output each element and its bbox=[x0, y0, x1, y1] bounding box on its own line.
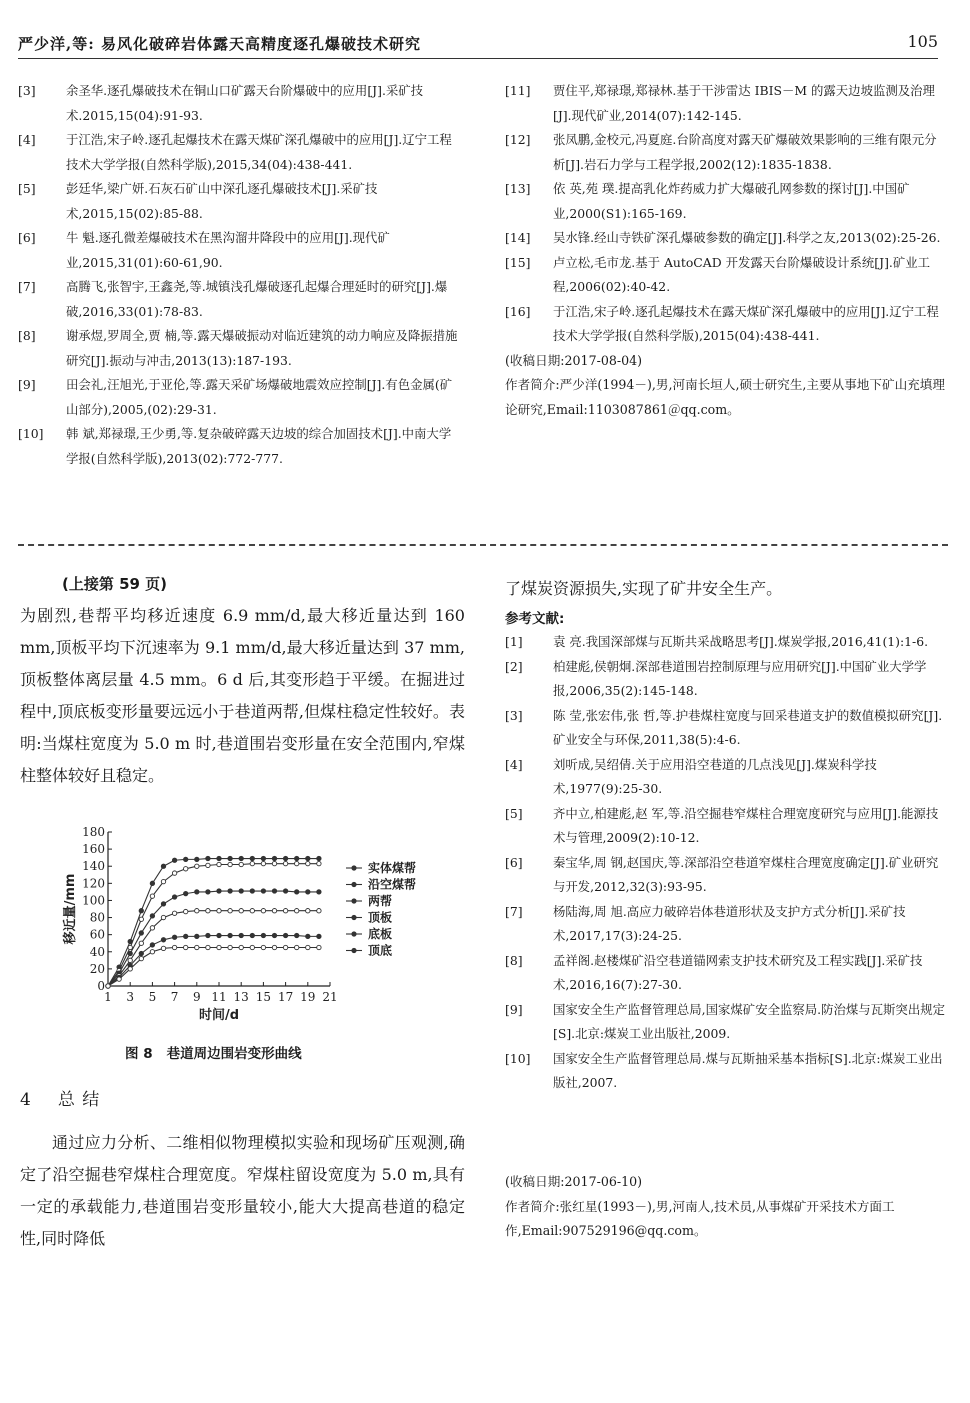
figure-title: 巷道周边围岩变形曲线 bbox=[166, 1046, 302, 1062]
reference-item: [5] 彭廷华,梁广妍.石灰石矿山中深孔逐孔爆破技术[J].采矿技术,2015,15(02):85-88. bbox=[18, 181, 378, 221]
legend-label: 实体煤帮 bbox=[368, 861, 417, 875]
data-point bbox=[139, 931, 143, 935]
data-point bbox=[228, 933, 232, 937]
data-point bbox=[228, 945, 232, 949]
data-point bbox=[228, 862, 232, 866]
data-point bbox=[317, 945, 321, 949]
data-point bbox=[283, 933, 287, 937]
data-point bbox=[217, 862, 221, 866]
data-point bbox=[128, 958, 132, 962]
data-point bbox=[306, 856, 310, 860]
reference-item: [9] 国家安全生产监督管理总局,国家煤矿安全监察局.防治煤与瓦斯突出规定[S].北京:煤炭工业出版社,2009. bbox=[505, 1001, 945, 1041]
data-point bbox=[161, 902, 165, 906]
y-tick-label: 180 bbox=[82, 825, 105, 839]
figure-8-chart bbox=[60, 822, 460, 1062]
data-point bbox=[184, 934, 188, 938]
data-point bbox=[139, 941, 143, 945]
data-point bbox=[283, 889, 287, 893]
data-point bbox=[306, 945, 310, 949]
reference-list-bottom-right bbox=[505, 630, 945, 1096]
data-point bbox=[250, 909, 254, 913]
body-paragraph: 通过应力分析、二维相似物理模拟实验和现场矿压观测,确定了沿空掘巷窄煤柱合理宽度。窄煤柱留设宽度为 5.0 m,具有一定的承载能力,巷道围岩变形量较小,能大大提高巷道的稳定性,同时降低 bbox=[20, 1133, 465, 1248]
data-point bbox=[250, 945, 254, 949]
data-point bbox=[283, 909, 287, 913]
x-tick-label: 19 bbox=[300, 990, 316, 1004]
data-point bbox=[283, 856, 287, 860]
x-tick-label: 1 bbox=[104, 990, 112, 1004]
data-point bbox=[228, 909, 232, 913]
running-header bbox=[18, 30, 938, 59]
data-point bbox=[195, 945, 199, 949]
data-point bbox=[206, 909, 210, 913]
data-point bbox=[283, 945, 287, 949]
data-point bbox=[206, 945, 210, 949]
data-point bbox=[195, 864, 199, 868]
data-point bbox=[239, 889, 243, 893]
data-point bbox=[195, 909, 199, 913]
data-point bbox=[172, 871, 176, 875]
data-point bbox=[250, 889, 254, 893]
data-point bbox=[250, 861, 254, 865]
data-point bbox=[172, 911, 176, 915]
section-number: 4 bbox=[20, 1090, 32, 1110]
data-point bbox=[217, 945, 221, 949]
reference-item: [16] 于江浩,宋子岭.逐孔起爆技术在露天煤矿深孔爆破中的应用[J].辽宁工程技术大学学报(自然科学版),2015(04):438-441. bbox=[505, 303, 939, 343]
data-point bbox=[172, 935, 176, 939]
y-tick-label: 60 bbox=[89, 927, 105, 942]
y-tick-label: 140 bbox=[82, 859, 105, 874]
data-point bbox=[272, 933, 276, 937]
x-tick-label: 17 bbox=[277, 990, 294, 1004]
data-point bbox=[261, 861, 265, 865]
page-number: 105 bbox=[907, 32, 938, 51]
data-point bbox=[295, 890, 299, 894]
running-title: 严少洋,等: 易风化破碎岩体露天高精度逐孔爆破技术研究 bbox=[18, 35, 421, 53]
data-point bbox=[184, 867, 188, 871]
data-point bbox=[128, 945, 132, 949]
received-date: (收稿日期:2017-06-10) bbox=[505, 1174, 643, 1189]
data-point bbox=[228, 856, 232, 860]
data-point bbox=[184, 945, 188, 949]
legend-label: 底板 bbox=[368, 927, 393, 941]
section-heading bbox=[20, 1085, 126, 1110]
data-point bbox=[128, 951, 132, 955]
data-point bbox=[217, 909, 221, 913]
reference-item: [6] 秦宝华,周 钢,赵国庆,等.深部沿空巷道窄煤柱合理宽度确定[J].矿业研究与开发,2012,32(3):93-95. bbox=[505, 854, 939, 894]
data-point bbox=[217, 856, 221, 860]
reference-item: [10] 国家安全生产监督管理总局.煤与瓦斯抽采基本指标[S].北京:煤炭工业出版社,2007. bbox=[505, 1050, 943, 1090]
reference-item: [5] 齐中立,柏建彪,赵 军,等.沿空掘巷窄煤柱合理宽度研究与应用[J].能源技术与管理,2009(2):10-12. bbox=[505, 805, 939, 845]
data-point bbox=[150, 950, 154, 954]
data-point bbox=[272, 861, 276, 865]
figure-caption bbox=[125, 1042, 302, 1062]
legend-label: 顶板 bbox=[368, 910, 393, 925]
deformation-line-chart bbox=[60, 822, 460, 1042]
data-point bbox=[184, 857, 188, 861]
data-point bbox=[161, 946, 165, 950]
data-point bbox=[317, 890, 321, 894]
data-point bbox=[206, 933, 210, 937]
x-tick-label: 5 bbox=[148, 990, 157, 1004]
data-point bbox=[261, 856, 265, 860]
reference-item: [13] 依 英,苑 璞.提高乳化炸药威力扩大爆破孔网参数的探讨[J].中国矿业,2000(S1):165-169. bbox=[505, 181, 910, 221]
data-point bbox=[195, 890, 199, 894]
y-tick-label: 160 bbox=[82, 842, 105, 857]
x-axis-label: 时间/d bbox=[198, 1008, 240, 1023]
y-tick-label: 80 bbox=[89, 910, 105, 925]
x-tick-label: 3 bbox=[126, 990, 135, 1004]
data-point bbox=[172, 858, 176, 862]
data-point bbox=[295, 856, 299, 860]
reference-item: [4] 刘听成,吴绍倩.关于应用沿空巷道的几点浅见[J].煤炭科学技术,1977(9):25-30. bbox=[505, 756, 877, 796]
legend-label: 顶底 bbox=[368, 943, 393, 958]
data-point bbox=[295, 909, 299, 913]
data-point bbox=[139, 956, 143, 960]
data-point bbox=[106, 984, 110, 988]
x-tick-label: 15 bbox=[255, 990, 272, 1004]
data-point bbox=[272, 945, 276, 949]
data-point bbox=[161, 938, 165, 942]
data-point bbox=[184, 891, 188, 895]
legend-label: 两帮 bbox=[368, 894, 393, 908]
author-bio: 作者简介:严少洋(1994－),男,河南长垣人,硕士研究生,主要从事地下矿山充填理论研究,Email:1103087861＠qq.com。 bbox=[505, 377, 945, 417]
legend-marker bbox=[351, 882, 356, 887]
reference-list-top-left bbox=[18, 79, 463, 471]
section-divider bbox=[18, 544, 948, 546]
data-point bbox=[217, 933, 221, 937]
data-point bbox=[206, 856, 210, 860]
reference-item: [3] 余圣华.逐孔爆破技术在铜山口矿露天台阶爆破中的应用[J].采矿技术.2015,15(04):91-93. bbox=[18, 83, 424, 123]
data-point bbox=[295, 945, 299, 949]
data-point bbox=[161, 864, 165, 868]
data-point bbox=[272, 856, 276, 860]
data-point bbox=[206, 890, 210, 894]
reference-item: [15] 卢立松,毛市龙.基于 AutoCAD 开发露天台阶爆破设计系统[J].矿业工程,2006(02):40-42. bbox=[505, 254, 931, 294]
reference-item: [9] 田会礼,汪旭光,于亚伦,等.露天采矿场爆破地震效应控制[J].有色金属(矿山部分),2005,(02):29-31. bbox=[18, 377, 453, 417]
references-heading: 参考文献: bbox=[505, 611, 565, 627]
legend-label: 沿空煤帮 bbox=[368, 877, 417, 892]
legend-marker bbox=[351, 898, 356, 903]
data-point bbox=[239, 856, 243, 860]
x-tick-label: 7 bbox=[170, 990, 179, 1004]
data-point bbox=[317, 861, 321, 865]
reference-item: [2] 柏建彪,侯朝炯.深部巷道围岩控制原理与应用研究[J].中国矿业大学学报,2006,35(2):145-148. bbox=[505, 658, 927, 698]
data-point bbox=[150, 943, 154, 947]
data-point bbox=[239, 945, 243, 949]
data-point bbox=[117, 977, 121, 981]
data-point bbox=[139, 909, 143, 913]
data-point bbox=[195, 934, 199, 938]
y-tick-label: 120 bbox=[82, 876, 105, 891]
article-meta bbox=[505, 1170, 950, 1244]
x-tick-label: 13 bbox=[233, 990, 249, 1004]
data-point bbox=[172, 945, 176, 949]
data-point bbox=[272, 889, 276, 893]
legend-marker bbox=[351, 948, 356, 953]
data-point bbox=[228, 889, 232, 893]
data-point bbox=[139, 917, 143, 921]
data-point bbox=[150, 881, 154, 885]
data-point bbox=[150, 926, 154, 930]
data-point bbox=[261, 933, 265, 937]
data-point bbox=[306, 890, 310, 894]
body-paragraph: 为剧烈,巷帮平均移近速度 6.9 mm/d,最大移近量达到 160 mm,顶板平均下沉速率为 9.1 mm/d,最大移近量达到 37 mm,顶板整体离层量 4.5 mm。6 d 后,其变形趋于平缓。在掘进过程中,顶底板变形量要远远小于巷道两帮,但煤柱稳定性较好。表明:当煤柱宽度为 5.0 m 时,巷道围岩变形量在安全范围内,窄煤柱整体较好且稳定。 bbox=[20, 606, 465, 785]
legend-marker bbox=[351, 931, 356, 936]
data-point bbox=[172, 895, 176, 899]
reference-item: [7] 杨陆海,周 旭.高应力破碎岩体巷道形状及支护方式分析[J].采矿技术,2017,17(3):24-25. bbox=[505, 903, 906, 943]
data-point bbox=[250, 856, 254, 860]
y-tick-label: 40 bbox=[89, 944, 105, 959]
reference-item: [7] 高腾飞,张智宇,王鑫尧,等.城镇浅孔爆破逐孔起爆合理延时的研究[J].爆破,2016,33(01):78-83. bbox=[18, 279, 448, 319]
reference-item: [8] 孟祥阁.赵楼煤矿沿空巷道锚网索支护技术研究及工程实践[J].采矿技术,2016,16(7):27-30. bbox=[505, 952, 923, 992]
reference-item: [6] 牛 魁.逐孔微差爆破技术在黑沟溜井降段中的应用[J].现代矿业,2015,31(01):60-61,90. bbox=[18, 230, 390, 270]
reference-item: [14] 吴水锋.经山寺铁矿深孔爆破参数的确定[J].科学之友,2013(02):25-26. bbox=[505, 230, 941, 245]
data-point bbox=[261, 909, 265, 913]
data-point bbox=[261, 945, 265, 949]
data-point bbox=[139, 951, 143, 955]
reference-item: [11] 贾住平,郑禄璟,郑禄林.基于干涉雷达 IBIS－M 的露天边坡监测及治理[J].现代矿业,2014(07):142-145. bbox=[505, 83, 935, 123]
data-point bbox=[184, 909, 188, 913]
figure-label: 图 8 bbox=[125, 1046, 153, 1062]
reference-item: [8] 谢承煜,罗周全,贾 楠,等.露天爆破振动对临近建筑的动力响应及降振措施研究[J].振动与冲击,2013(13):187-193. bbox=[18, 328, 458, 368]
data-point bbox=[261, 889, 265, 893]
data-point bbox=[206, 863, 210, 867]
data-point bbox=[317, 909, 321, 913]
data-point bbox=[161, 915, 165, 919]
data-point bbox=[217, 889, 221, 893]
received-date: (收稿日期:2017-08-04) bbox=[505, 352, 643, 368]
data-point bbox=[239, 909, 243, 913]
reference-item: [10] 韩 斌,郑禄璟,王少勇,等.复杂破碎露天边坡的综合加固技术[J].中南大学学报(自然科学版),2013(02):772-777. bbox=[18, 426, 452, 466]
body-paragraph: 了煤炭资源损失,实现了矿井安全生产。 bbox=[505, 579, 783, 598]
y-tick-label: 0 bbox=[97, 979, 105, 993]
data-point bbox=[295, 933, 299, 937]
data-point bbox=[283, 861, 287, 865]
x-tick-label: 11 bbox=[211, 990, 227, 1004]
y-tick-label: 20 bbox=[89, 961, 105, 976]
reference-item: [3] 陈 莹,张宏伟,张 哲,等.护巷煤柱宽度与回采巷道支护的数值模拟研究[J].矿业安全与环保,2011,38(5):4-6. bbox=[505, 707, 943, 747]
legend-marker bbox=[351, 915, 356, 920]
data-point bbox=[317, 856, 321, 860]
y-axis-label: 移近量/mm bbox=[63, 873, 78, 945]
data-point bbox=[128, 967, 132, 971]
legend-marker bbox=[351, 865, 356, 870]
data-point bbox=[272, 909, 276, 913]
series-line-3 bbox=[108, 891, 319, 986]
data-point bbox=[306, 861, 310, 865]
reference-item: [1] 袁 亮.我国深部煤与瓦斯共采战略思考[J].煤炭学报,2016,41(1):1-6. bbox=[505, 634, 929, 649]
reference-item: [4] 于江浩,宋子岭.逐孔起爆技术在露天煤矿深孔爆破中的应用[J].辽宁工程技术大学学报(自然科学版),2015,34(04):438-441. bbox=[18, 132, 452, 172]
reference-list-top-right bbox=[505, 79, 945, 422]
data-point bbox=[250, 933, 254, 937]
series-line-2 bbox=[108, 864, 319, 986]
reference-item: [12] 张凤鹏,金校元,冯夏庭.台阶高度对露天矿爆破效果影响的三维有限元分析[J].岩石力学与工程学报,2002(12):1835-1838. bbox=[505, 132, 937, 172]
data-point bbox=[239, 933, 243, 937]
x-tick-label: 21 bbox=[322, 990, 338, 1004]
data-point bbox=[150, 894, 154, 898]
x-tick-label: 9 bbox=[192, 990, 201, 1004]
data-point bbox=[306, 934, 310, 938]
y-tick-label: 100 bbox=[82, 893, 105, 908]
continuation-label: (上接第 59 页) bbox=[62, 575, 168, 593]
section-title: 总 结 bbox=[57, 1090, 101, 1110]
author-bio: 作者简介:张红星(1993－),男,河南人,技术员,从事煤矿开采技术方面工作,Email:907529196@qq.com。 bbox=[505, 1198, 895, 1238]
data-point bbox=[161, 879, 165, 883]
data-point bbox=[295, 861, 299, 865]
data-point bbox=[195, 857, 199, 861]
data-point bbox=[239, 862, 243, 866]
data-point bbox=[306, 909, 310, 913]
data-point bbox=[317, 934, 321, 938]
data-point bbox=[150, 914, 154, 918]
